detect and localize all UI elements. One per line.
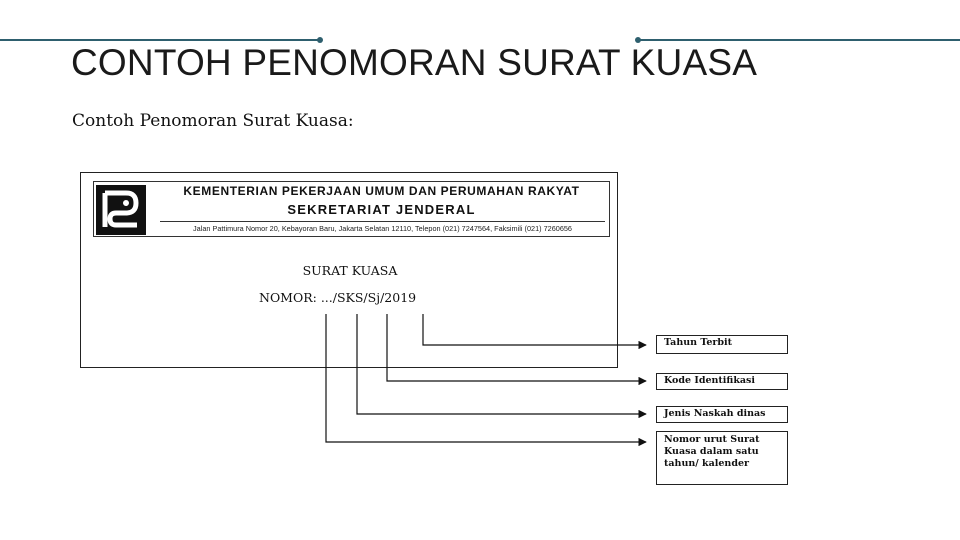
connector-tahun xyxy=(423,314,646,345)
connector-nomor xyxy=(326,314,646,442)
document-type: SURAT KUASA xyxy=(302,263,398,278)
callout-sequence-number: Nomor urut Surat Kuasa dalam satu tahun/ kalender xyxy=(656,431,788,485)
slide-title: CONTOH PENOMORAN SURAT KUASA xyxy=(71,42,758,83)
document-number: NOMOR: .../SKS/Sj/2019 xyxy=(259,290,417,305)
intro-text: Contoh Penomoran Surat Kuasa: xyxy=(72,111,354,131)
letterhead-address: Jalan Pattimura Nomor 20, Kebayoran Baru, Jakarta Selatan 12110, Telepon (021) 7247564, Faksimili (021) 7260656 xyxy=(193,224,572,233)
letterhead-unit: SEKRETARIAT JENDERAL xyxy=(287,202,476,217)
connector-jenis xyxy=(357,314,646,414)
callout-year: Tahun Terbit xyxy=(656,335,788,354)
callout-identification-code: Kode Identifikasi xyxy=(656,373,788,390)
connector-kode xyxy=(387,314,646,381)
callout-document-type: Jenis Naskah dinas xyxy=(656,406,788,423)
letterhead-ministry: KEMENTERIAN PEKERJAAN UMUM DAN PERUMAHAN RAKYAT xyxy=(183,184,580,198)
